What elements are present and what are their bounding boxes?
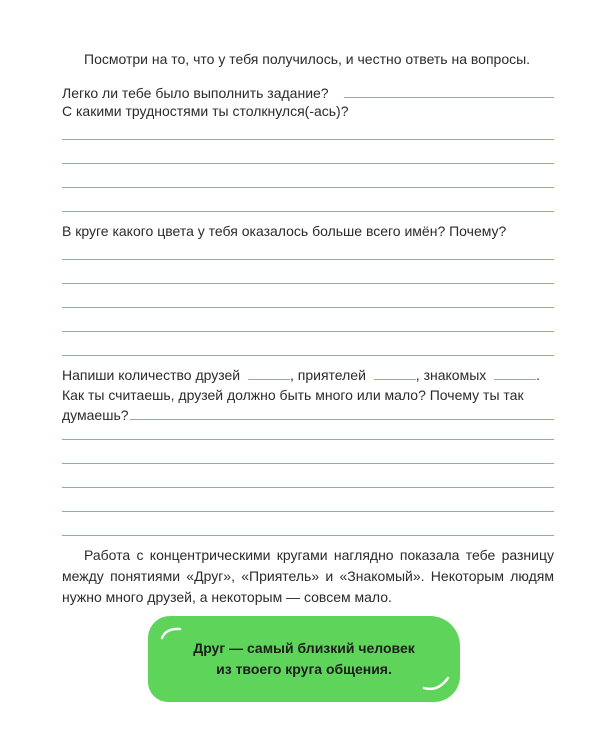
question-3-line-2: Как ты считаешь, друзей должно быть много или мало? Почему ты так — [62, 387, 524, 403]
answer-line[interactable] — [62, 259, 554, 260]
question-1-line-2: С какими трудностями ты столкнулся(-ась)? — [62, 103, 349, 119]
answer-line[interactable] — [62, 511, 554, 512]
question-3-line-3: думаешь? — [62, 407, 129, 423]
answer-line[interactable] — [130, 419, 554, 420]
write-count-label: Напиши количество друзей — [62, 367, 241, 383]
answer-line[interactable] — [62, 355, 554, 356]
answer-line[interactable] — [62, 487, 554, 488]
acquaintances-separator: , знакомых — [415, 367, 487, 383]
answer-line[interactable] — [344, 97, 554, 98]
callout-line-2: из твоего круга общения. — [216, 661, 392, 677]
answer-line[interactable] — [62, 331, 554, 332]
callout-text — [148, 638, 460, 680]
answer-line[interactable] — [62, 211, 554, 212]
end-dot: . — [536, 367, 541, 383]
intro-text: Посмотри на то, что у тебя получилось, и честно ответь на вопросы. — [84, 51, 531, 67]
acquaintances-count-blank[interactable] — [494, 367, 536, 380]
definition-callout — [148, 616, 460, 702]
callout-line-1: Друг — самый близкий человек — [193, 640, 415, 656]
answer-line[interactable] — [62, 139, 554, 140]
friends-separator: , приятелей — [290, 367, 366, 383]
answer-line[interactable] — [62, 187, 554, 188]
answer-line[interactable] — [62, 307, 554, 308]
answer-line[interactable] — [62, 283, 554, 284]
question-3-line-1 — [62, 366, 540, 385]
answer-line[interactable] — [62, 439, 554, 440]
question-1-line-1: Легко ли тебе было выполнить задание? — [62, 85, 329, 101]
answer-line[interactable] — [62, 463, 554, 464]
answer-line[interactable] — [62, 163, 554, 164]
answer-line[interactable] — [62, 535, 554, 536]
friends-count-blank[interactable] — [248, 367, 290, 380]
question-2-line-1: В круге какого цвета у тебя оказалось больше всего имён? Почему? — [62, 223, 507, 239]
conclusion-paragraph: Работа с концентрическими кругами наглядно показала тебе разницу между понятиями «Друг», «Приятель» и «Знакомый». Некоторым людям нужно много друзей, а некоторым — совсем мало. — [62, 547, 554, 605]
buddies-count-blank[interactable] — [374, 367, 416, 380]
